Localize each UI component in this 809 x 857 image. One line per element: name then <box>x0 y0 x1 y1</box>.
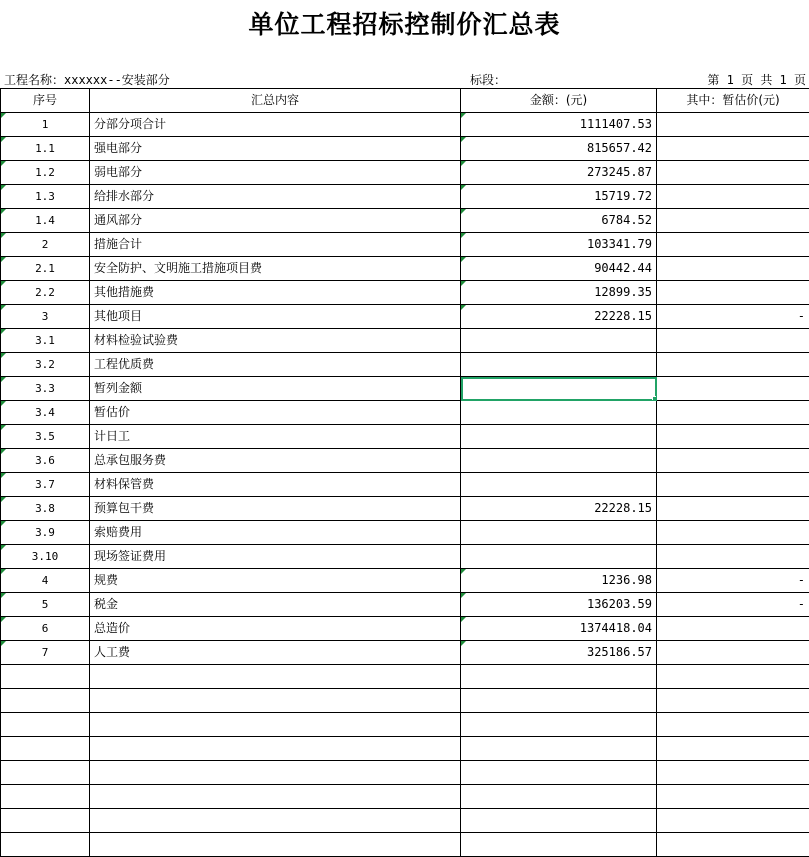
content-cell[interactable]: 其他项目 <box>90 305 461 329</box>
header-amount[interactable]: 金额：(元) <box>461 89 657 113</box>
header-content[interactable]: 汇总内容 <box>90 89 461 113</box>
table-row <box>1 401 809 425</box>
empty-cell[interactable] <box>90 689 461 713</box>
provisional-cell[interactable] <box>657 329 809 353</box>
summary-table <box>0 88 809 857</box>
empty-cell[interactable] <box>1 689 90 713</box>
content-cell[interactable]: 税金 <box>90 593 461 617</box>
seq-cell[interactable]: 2.1 <box>1 257 90 281</box>
content-cell[interactable]: 分部分项合计 <box>90 113 461 137</box>
seq-cell[interactable]: 3.7 <box>1 473 90 497</box>
table-row <box>1 617 809 641</box>
empty-cell[interactable] <box>90 833 461 857</box>
empty-row <box>1 833 809 857</box>
empty-cell[interactable] <box>657 689 809 713</box>
seq-cell[interactable]: 7 <box>1 641 90 665</box>
seq-cell[interactable]: 3.8 <box>1 497 90 521</box>
table-row <box>1 521 809 545</box>
empty-cell[interactable] <box>461 713 657 737</box>
amount-cell[interactable] <box>461 329 657 353</box>
table-row <box>1 113 809 137</box>
provisional-cell[interactable] <box>657 233 809 257</box>
amount-cell[interactable] <box>461 401 657 425</box>
content-cell[interactable]: 材料检验试验费 <box>90 329 461 353</box>
content-cell[interactable]: 通风部分 <box>90 209 461 233</box>
table-row <box>1 137 809 161</box>
provisional-cell[interactable] <box>657 425 809 449</box>
content-cell[interactable]: 暂列金额 <box>90 377 461 401</box>
header-row <box>1 89 809 113</box>
content-cell[interactable]: 计日工 <box>90 425 461 449</box>
section-label: 标段： <box>470 72 506 88</box>
empty-cell[interactable] <box>90 665 461 689</box>
empty-cell[interactable] <box>461 665 657 689</box>
table-row <box>1 425 809 449</box>
provisional-cell[interactable] <box>657 545 809 569</box>
seq-cell[interactable]: 3.2 <box>1 353 90 377</box>
empty-row <box>1 689 809 713</box>
amount-cell[interactable]: 273245.87 <box>461 161 657 185</box>
provisional-cell[interactable] <box>657 521 809 545</box>
seq-cell[interactable]: 4 <box>1 569 90 593</box>
empty-cell[interactable] <box>1 665 90 689</box>
empty-cell[interactable] <box>461 833 657 857</box>
amount-cell[interactable] <box>461 353 657 377</box>
provisional-cell[interactable]: - <box>657 305 809 329</box>
provisional-cell[interactable] <box>657 641 809 665</box>
table-row <box>1 257 809 281</box>
empty-row <box>1 737 809 761</box>
empty-cell[interactable] <box>90 809 461 833</box>
amount-cell[interactable]: 136203.59 <box>461 593 657 617</box>
table-row <box>1 209 809 233</box>
content-cell[interactable]: 索赔费用 <box>90 521 461 545</box>
content-cell[interactable]: 工程优质费 <box>90 353 461 377</box>
table-row <box>1 593 809 617</box>
table-row <box>1 545 809 569</box>
provisional-cell[interactable] <box>657 113 809 137</box>
amount-cell[interactable] <box>461 545 657 569</box>
amount-cell[interactable]: 90442.44 <box>461 257 657 281</box>
provisional-cell[interactable] <box>657 497 809 521</box>
content-cell[interactable]: 现场签证费用 <box>90 545 461 569</box>
amount-cell[interactable]: 6784.52 <box>461 209 657 233</box>
content-cell[interactable]: 给排水部分 <box>90 185 461 209</box>
empty-cell[interactable] <box>657 833 809 857</box>
seq-cell[interactable]: 1 <box>1 113 90 137</box>
seq-cell[interactable]: 1.2 <box>1 161 90 185</box>
empty-cell[interactable] <box>461 737 657 761</box>
empty-cell[interactable] <box>461 689 657 713</box>
content-cell[interactable]: 总造价 <box>90 617 461 641</box>
table-row <box>1 161 809 185</box>
table-row <box>1 473 809 497</box>
empty-cell[interactable] <box>461 809 657 833</box>
empty-cell[interactable] <box>657 713 809 737</box>
amount-cell[interactable] <box>461 521 657 545</box>
empty-cell[interactable] <box>90 713 461 737</box>
amount-cell[interactable]: 1374418.04 <box>461 617 657 641</box>
empty-cell[interactable] <box>1 713 90 737</box>
provisional-cell[interactable] <box>657 209 809 233</box>
provisional-cell[interactable] <box>657 281 809 305</box>
table-row <box>1 185 809 209</box>
seq-cell[interactable]: 3.5 <box>1 425 90 449</box>
seq-cell[interactable]: 3.9 <box>1 521 90 545</box>
provisional-cell[interactable] <box>657 377 809 401</box>
content-cell[interactable]: 措施合计 <box>90 233 461 257</box>
empty-row <box>1 761 809 785</box>
content-cell[interactable]: 强电部分 <box>90 137 461 161</box>
provisional-cell[interactable] <box>657 161 809 185</box>
table-row <box>1 233 809 257</box>
provisional-cell[interactable] <box>657 449 809 473</box>
amount-cell[interactable]: 12899.35 <box>461 281 657 305</box>
empty-row <box>1 665 809 689</box>
empty-row <box>1 785 809 809</box>
empty-cell[interactable] <box>657 785 809 809</box>
amount-cell[interactable]: 1236.98 <box>461 569 657 593</box>
content-cell[interactable]: 其他措施费 <box>90 281 461 305</box>
header-provisional[interactable]: 其中：暂估价(元) <box>657 89 809 113</box>
empty-cell[interactable] <box>1 785 90 809</box>
seq-cell[interactable]: 3.10 <box>1 545 90 569</box>
selected-amount-cell[interactable] <box>461 377 657 401</box>
seq-cell[interactable]: 5 <box>1 593 90 617</box>
seq-cell[interactable]: 2.2 <box>1 281 90 305</box>
amount-cell[interactable]: 15719.72 <box>461 185 657 209</box>
empty-cell[interactable] <box>1 737 90 761</box>
content-cell[interactable]: 安全防护、文明施工措施项目费 <box>90 257 461 281</box>
sheet-title: 单位工程招标控制价汇总表 <box>0 6 809 44</box>
empty-cell[interactable] <box>461 761 657 785</box>
seq-cell[interactable]: 6 <box>1 617 90 641</box>
empty-cell[interactable] <box>1 809 90 833</box>
empty-row <box>1 713 809 737</box>
amount-cell[interactable]: 22228.15 <box>461 305 657 329</box>
amount-cell[interactable]: 325186.57 <box>461 641 657 665</box>
provisional-cell[interactable] <box>657 473 809 497</box>
table-row <box>1 281 809 305</box>
seq-cell[interactable]: 1.4 <box>1 209 90 233</box>
content-cell[interactable]: 弱电部分 <box>90 161 461 185</box>
table-row <box>1 449 809 473</box>
content-cell[interactable]: 材料保管费 <box>90 473 461 497</box>
content-cell[interactable]: 暂估价 <box>90 401 461 425</box>
amount-cell[interactable]: 815657.42 <box>461 137 657 161</box>
empty-cell[interactable] <box>657 665 809 689</box>
empty-row <box>1 809 809 833</box>
provisional-cell[interactable] <box>657 137 809 161</box>
content-cell[interactable]: 人工费 <box>90 641 461 665</box>
empty-cell[interactable] <box>657 761 809 785</box>
provisional-cell[interactable] <box>657 401 809 425</box>
table-row <box>1 305 809 329</box>
amount-cell[interactable]: 22228.15 <box>461 497 657 521</box>
amount-cell[interactable] <box>461 473 657 497</box>
table-row <box>1 377 809 401</box>
project-name-label: 工程名称：xxxxxx--安装部分 <box>4 72 170 88</box>
provisional-cell[interactable] <box>657 353 809 377</box>
empty-cell[interactable] <box>1 833 90 857</box>
header-seq[interactable]: 序号 <box>1 89 90 113</box>
empty-cell[interactable] <box>657 809 809 833</box>
table-row <box>1 569 809 593</box>
seq-cell[interactable]: 3.4 <box>1 401 90 425</box>
provisional-cell[interactable]: - <box>657 593 809 617</box>
seq-cell[interactable]: 2 <box>1 233 90 257</box>
empty-cell[interactable] <box>461 785 657 809</box>
table-row <box>1 641 809 665</box>
provisional-cell[interactable] <box>657 185 809 209</box>
empty-cell[interactable] <box>90 785 461 809</box>
content-cell[interactable]: 规费 <box>90 569 461 593</box>
provisional-cell[interactable]: - <box>657 569 809 593</box>
content-cell[interactable]: 总承包服务费 <box>90 449 461 473</box>
table-row <box>1 329 809 353</box>
amount-cell[interactable] <box>461 425 657 449</box>
seq-cell[interactable]: 1.3 <box>1 185 90 209</box>
seq-cell[interactable]: 3.6 <box>1 449 90 473</box>
content-cell[interactable]: 预算包干费 <box>90 497 461 521</box>
seq-cell[interactable]: 3.1 <box>1 329 90 353</box>
page-indicator: 第 1 页 共 1 页 <box>707 72 806 88</box>
seq-cell[interactable]: 3.3 <box>1 377 90 401</box>
table-row <box>1 497 809 521</box>
provisional-cell[interactable] <box>657 257 809 281</box>
amount-cell[interactable]: 103341.79 <box>461 233 657 257</box>
seq-cell[interactable]: 1.1 <box>1 137 90 161</box>
empty-cell[interactable] <box>657 737 809 761</box>
empty-cell[interactable] <box>90 761 461 785</box>
provisional-cell[interactable] <box>657 617 809 641</box>
empty-cell[interactable] <box>1 761 90 785</box>
empty-cell[interactable] <box>90 737 461 761</box>
amount-cell[interactable] <box>461 449 657 473</box>
table-row <box>1 353 809 377</box>
seq-cell[interactable]: 3 <box>1 305 90 329</box>
amount-cell[interactable]: 1111407.53 <box>461 113 657 137</box>
